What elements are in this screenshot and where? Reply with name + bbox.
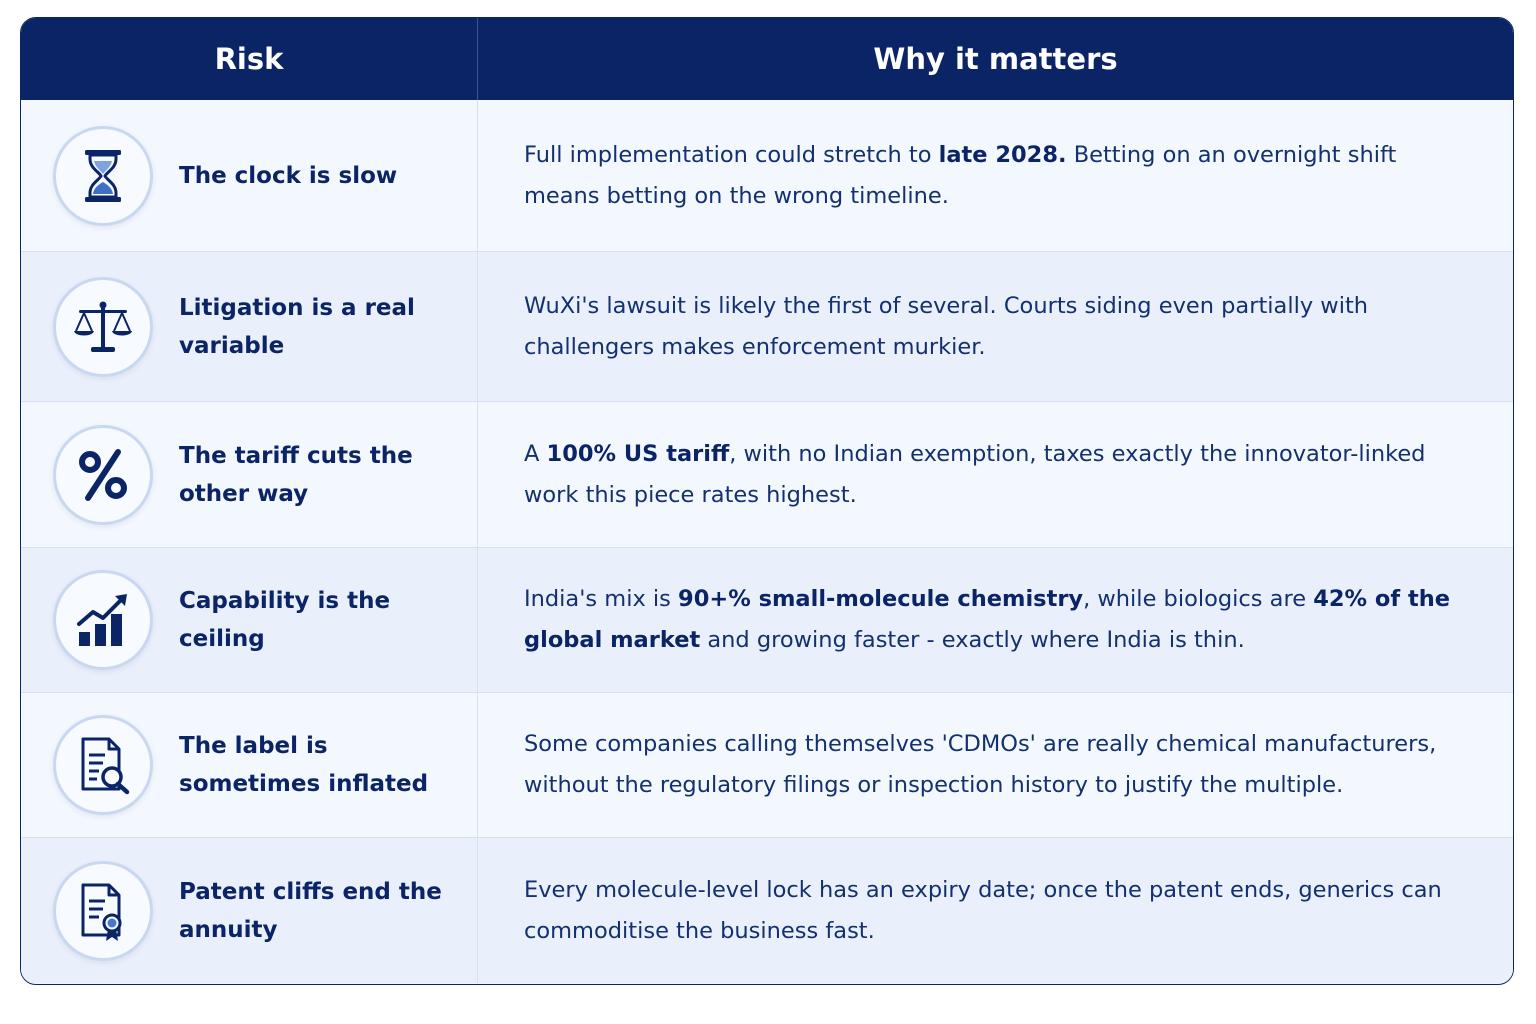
risk-cell: [21, 548, 478, 692]
why-text-segment: Full implementation could stretch to: [524, 141, 939, 168]
why-text: [524, 135, 1473, 217]
why-text-segment: India's mix is: [524, 586, 679, 612]
why-text-emphasis: 100% US tariff: [546, 440, 730, 467]
risk-cell: [21, 402, 478, 547]
why-text-segment: A: [524, 440, 547, 467]
risk-label: Capability is the ceiling: [179, 588, 391, 652]
why-text-emphasis: 42% of the global market: [524, 586, 1451, 653]
risk-label: The clock is slow: [179, 162, 398, 189]
why-text: [524, 434, 1473, 516]
why-text-emphasis: 90+% small-molecule chemistry: [678, 586, 1084, 612]
risk-table: [20, 17, 1514, 985]
why-text-emphasis: late 2028.: [938, 141, 1067, 168]
why-text-segment: Some companies calling themselves 'CDMOs' are really chemical manufacturers, without the regulatory filings or inspection history to justify the multiple.: [524, 731, 1437, 798]
risk-cell: [21, 838, 478, 983]
table-row: [21, 402, 1513, 548]
growth-chart-icon: [53, 570, 153, 670]
table-row: [21, 693, 1513, 838]
table-body: [21, 100, 1513, 983]
header-risk: Risk: [21, 18, 478, 100]
percent-icon: [53, 425, 153, 525]
risk-cell: [21, 100, 478, 251]
hourglass-icon: [53, 126, 153, 226]
why-text-segment: , while biologics are: [1083, 586, 1314, 612]
why-text: [524, 579, 1473, 661]
why-text: [524, 286, 1473, 368]
why-cell: [478, 252, 1513, 401]
risk-cell: [21, 693, 478, 837]
why-text-segment: WuXi's lawsuit is likely the first of several. Courts siding even partially with challengers makes enforcement murkier.: [524, 292, 1369, 360]
why-cell: [478, 100, 1513, 251]
why-text-segment: and growing faster - exactly where India is thin.: [700, 627, 1245, 653]
why-text: [524, 870, 1473, 952]
risk-label: Patent cliffs end the annuity: [179, 878, 442, 943]
risk-label: The label is sometimes inflated: [179, 733, 429, 797]
table-row: [21, 838, 1513, 983]
why-text-segment: Betting on an overnight shift means betting on the wrong timeline.: [524, 141, 1397, 209]
certificate-icon: [53, 861, 153, 961]
table-row: [21, 100, 1513, 252]
table-header: [21, 18, 1513, 100]
risk-label: Litigation is a real variable: [179, 294, 415, 359]
why-text: [524, 724, 1473, 806]
why-cell: [478, 548, 1513, 692]
header-why-it-matters: Why it matters: [873, 42, 1118, 76]
why-text-segment: Every molecule-level lock has an expiry date; once the patent ends, generics can commoditise the business fast.: [524, 876, 1442, 944]
why-cell: [478, 838, 1513, 983]
why-cell: [478, 693, 1513, 837]
risk-label: The tariff cuts the other way: [179, 442, 413, 507]
risk-cell: [21, 252, 478, 401]
scales-icon: [53, 277, 153, 377]
why-text-segment: , with no Indian exemption, taxes exactly the innovator-linked work this piece rates highest.: [524, 440, 1426, 508]
document-search-icon: [53, 715, 153, 815]
table-row: [21, 548, 1513, 693]
why-cell: [478, 402, 1513, 547]
table-row: [21, 252, 1513, 402]
